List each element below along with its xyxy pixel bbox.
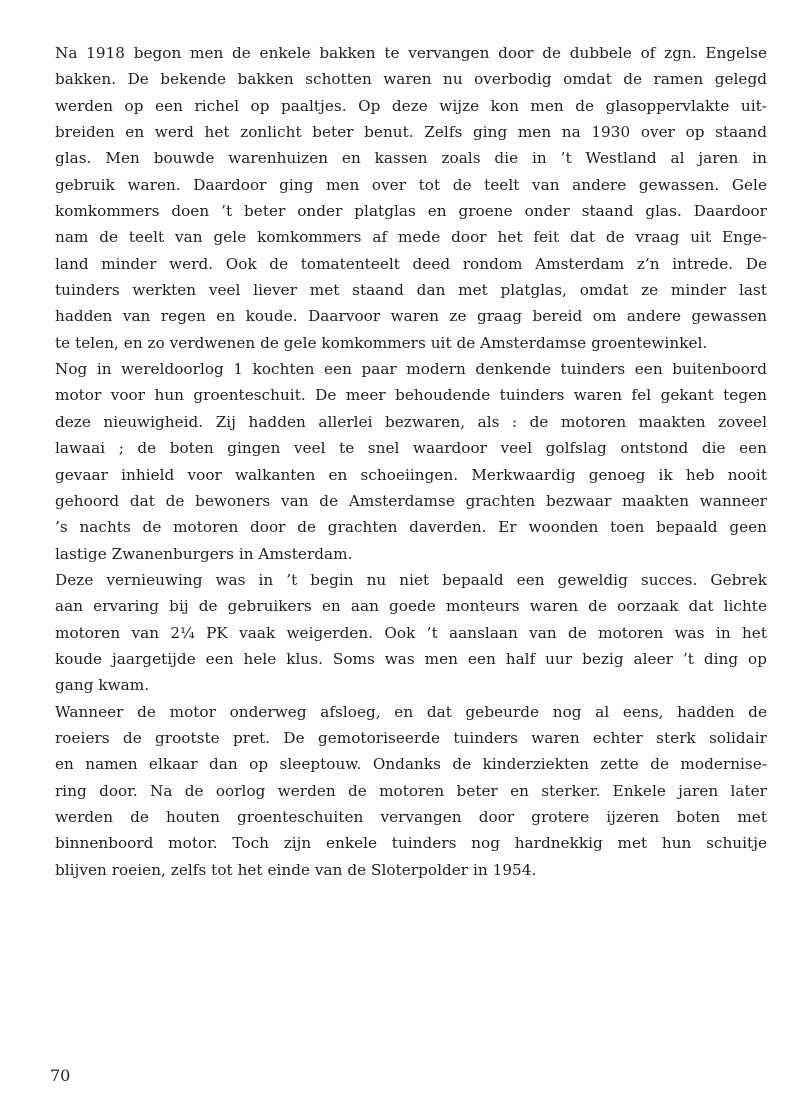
text-line: Wanneer de motor onderweg afsloeg, en dat gebeurde nog al eens, hadden de xyxy=(55,702,767,721)
text-line: Nog in wereldoorlog 1 kochten een paar modern denkende tuinders een buitenboord xyxy=(55,360,767,379)
text-line: komkommers doen ’t beter onder platglas en groene onder staand glas. Daardoor xyxy=(55,202,767,221)
text-line: ring door. Na de oorlog werden de motoren beter en sterker. Enkele jaren later xyxy=(55,781,767,800)
text-line: Na 1918 begon men de enkele bakken te vervangen door de dubbele of zgn. Engelse xyxy=(55,44,767,62)
text-line: gang kwam. xyxy=(55,676,150,695)
text-line: roeiers de grootste pret. De gemotoriseerde tuinders waren echter sterk solidair xyxy=(55,728,767,747)
text-line: tuinders werkten veel liever met staand dan met platglas, omdat ze minder last xyxy=(55,281,767,300)
text-line: bakken. De bekende bakken schotten waren nu overbodig omdat de ramen gelegd xyxy=(55,70,767,89)
text-line: glas. Men bouwde warenhuizen en kassen zoals die in ’t Westland al jaren in xyxy=(55,149,767,168)
text-line: werden op een richel op paaltjes. Op deze wijze kon men de glasoppervlakte uit- xyxy=(55,96,767,115)
text-line: motoren van 2¼ PK vaak weigerden. Ook ’t aanslaan van de motoren was in het xyxy=(55,623,767,642)
text-line: blijven roeien, zelfs tot het einde van de Sloterpolder in 1954. xyxy=(55,860,537,879)
text-line: koude jaargetijde een hele klus. Soms was men een half uur bezig aleer ’t ding op xyxy=(55,649,767,668)
text-line: deze nieuwigheid. Zij hadden allerlei bezwaren, als : de motoren maakten zoveel xyxy=(55,412,767,431)
text-line: breiden en werd het zonlicht beter benut. Zelfs ging men na 1930 over op staand xyxy=(55,123,767,142)
page-number: 70 xyxy=(50,1066,71,1085)
text-line: binnenboord motor. Toch zijn enkele tuinders nog hardnekkig met hun schuitje xyxy=(55,834,767,853)
text-line: te telen, en zo verdwenen de gele komkommers uit de Amsterdamse groentewinkel. xyxy=(55,333,708,352)
text-line: aan ervaring bij de gebruikers en aan goede monteurs waren de oorzaak dat lichte xyxy=(55,597,767,616)
text-line: hadden van regen en koude. Daarvoor waren ze graag bereid om andere gewassen xyxy=(55,307,767,326)
text-line: en namen elkaar dan op sleeptouw. Ondanks de kinderziekten zette de modernise- xyxy=(55,755,767,774)
text-line: gebruik waren. Daardoor ging men over tot de teelt van andere gewassen. Gele xyxy=(55,175,767,194)
text-line: land minder werd. Ook de tomatenteelt deed rondom Amsterdam z’n intrede. De xyxy=(55,254,767,273)
text-line: ’s nachts de motoren door de grachten daverden. Er woonden toen bepaald geen xyxy=(55,518,767,537)
text-line: motor voor hun groenteschuit. De meer behoudende tuinders waren fel gekant tegen xyxy=(55,386,767,405)
text-line: gevaar inhield voor walkanten en schoeiingen. Merkwaardig genoeg ik heb nooit xyxy=(55,465,767,484)
text-line: werden de houten groenteschuiten vervangen door grotere ijzeren boten met xyxy=(55,807,767,826)
text-line: lawaai ; de boten gingen veel te snel waardoor veel golfslag ontstond die een xyxy=(55,439,767,458)
text-line: nam de teelt van gele komkommers af mede door het feit dat de vraag uit Enge- xyxy=(55,228,767,247)
body-text xyxy=(55,40,767,883)
text-line: lastige Zwanenburgers in Amsterdam. xyxy=(55,544,353,563)
text-line: Deze vernieuwing was in ’t begin nu niet bepaald een geweldig succes. Gebrek xyxy=(55,570,767,589)
text-line: gehoord dat de bewoners van de Amsterdamse grachten bezwaar maakten wanneer xyxy=(55,491,767,510)
